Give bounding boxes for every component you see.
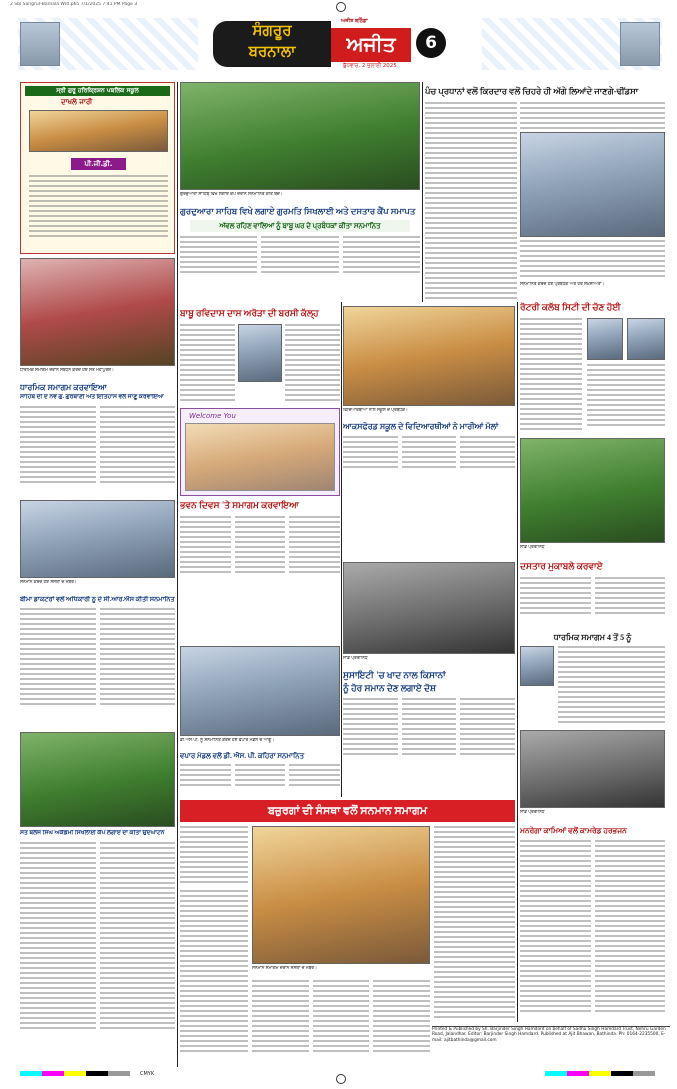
protest-article-body <box>520 840 665 1020</box>
insurance-article-body <box>20 608 175 728</box>
vyapar-mandal-photo <box>180 646 340 736</box>
page-number: 6 <box>416 28 446 58</box>
protest-headline: ਮਨਰੇਗਾ ਕਾਮਿਆਂ ਵਲੋਂ ਕਾਮਰੇਡ ਹਰਭਜਨ <box>520 826 627 835</box>
religious-photo-caption: ਧਾਰਮਿਕ ਸਮਾਗਮ ਦੌਰਾਨ ਸੰਬੋਧਨ ਕਰਦੇ ਹੋਏ ਸੰਤ ਮਹਾਂਪੁਰਸ਼। <box>20 368 114 373</box>
dharmik-article-body <box>558 646 665 726</box>
dastar-article-body <box>520 577 665 629</box>
vyapar-photo-caption: ਡੀ.ਐਸ.ਪੀ. ਨੂੰ ਸਨਮਾਨਿਤ ਕਰਦੇ ਹੋਏ ਵਪਾਰ ਮੰਡਲ ਦੇ ਆਗੂ। <box>180 738 275 743</box>
school-headline: ਆਕਸਫੋਰਡ ਸਕੂਲ ਦੇ ਵਿਦਿਆਰਥੀਆਂ ਨੇ ਮਾਰੀਆਂ ਮੱਲਾਂ <box>343 422 499 431</box>
society-headline-line1: ਸੁਸਾਇਟੀ 'ਚ ਖਾਦ ਨਾਲ ਕਿਸਾਨਾਂ <box>343 670 446 680</box>
rotary-member-photo-2 <box>627 318 665 360</box>
society-article-body <box>343 698 515 798</box>
elders-article-body-4 <box>252 980 430 1062</box>
masthead <box>18 18 662 70</box>
elders-photo-caption: ਸਨਮਾਨ ਸਮਾਗਮ ਦੌਰਾਨ ਸੰਸਥਾ ਦੇ ਮੈਂਬਰ। <box>252 966 317 971</box>
elders-article-body <box>180 826 248 886</box>
dhindsa-photo <box>520 132 665 237</box>
school-article-body <box>343 436 515 496</box>
camp-headline: ਗੁਰਦੁਆਰਾ ਸਾਹਿਬ ਵਿਖੇ ਲਗਾਏ ਗੁਰਮਤਿ ਸਿਖਲਾਈ ਅਤੇ ਦਸਤਾਰ ਕੈਂਪ ਸਮਾਪਤ <box>180 206 416 216</box>
gurdwara-photo-right <box>620 22 660 66</box>
cmyk-label: CMYK <box>140 1071 155 1077</box>
bhawan-headline: ਭਵਨ ਦਿਵਸ 'ਤੇ ਸਮਾਗਮ ਕਰਵਾਇਆ <box>180 500 299 510</box>
ad-title: ਸ੍ਰੀ ਗੁਰੂ ਹਰਿਕ੍ਰਿਸ਼ਨ ਪਬਲਿਕ ਸਕੂਲ <box>25 86 170 96</box>
religious-headline-2: ਸਾਹਿਬ ਦੀ ਦੇ ਨਵੇਂ ਗੁ. ਗੁਰਬਾਣੀ ਅਤੇ ਇਤਿਹਾਸ ਵਲੋਂ ਜਾਣੂ ਕਰਵਾਇਆ <box>20 394 164 400</box>
rotary-member-photo-1 <box>587 318 623 360</box>
dastar-headline: ਦਸਤਾਰ ਮੁਕਾਬਲੇ ਕਰਵਾਏ <box>520 561 603 571</box>
print-slug: 2 Sbl Sangrur-Barnala Wrd.p65 7/1/2025 7:41 PM Page 3 <box>10 2 138 7</box>
camp-article-body <box>180 236 420 300</box>
school-advertisement <box>20 82 175 254</box>
dhindsa-headline: ਪੰਚ ਪ੍ਰਧਾਨਾਂ ਵਲੋਂ ਕਿਰਦਾਰ ਵਲੋਂ ਚਿਹਰੇ ਹੀ ਅੱਗੇ ਲਿਆਂਦੇ ਜਾਣਗੇ-ਢੀਂਡਸਾ <box>425 86 639 96</box>
camp-group-photo <box>180 82 420 190</box>
bhawan-article-body <box>180 516 340 642</box>
elders-event-photo <box>252 826 430 964</box>
column-rule <box>341 302 342 797</box>
column-rule <box>517 302 518 1022</box>
registration-mark-icon <box>336 1074 346 1084</box>
masthead-title-bottom: ਬਰਨਾਲਾ <box>248 44 296 60</box>
vyapar-headline: ਵਪਾਰ ਮੰਡਲ ਵਲੋਂ ਡੀ. ਐਸ. ਪੀ. ਕਹਿਰਾ ਸਨਮਾਨਿਤ <box>180 752 305 760</box>
rotary-headline: ਰੋਟਰੀ ਕਲੱਬ ਸਿਟੀ ਦੀ ਚੋਣ ਹੋਈ <box>520 302 621 312</box>
gurdwara-photo-left <box>20 22 60 66</box>
dharmik-headline: ਧਾਰਮਿਕ ਸਮਾਗਮ 4 ਤੋਂ 5 ਨੂੰ <box>520 632 665 644</box>
insurance-photo-caption: ਸਨਮਾਨ ਕਰਦੇ ਹੋਏ ਸੰਸਥਾ ਦੇ ਮੈਂਬਰ। <box>20 580 77 585</box>
cmyk-color-bar <box>20 1071 130 1076</box>
rotary-article-body <box>520 318 582 433</box>
masthead-date: ਬੁੱਧਵਾਰ, 2 ਜੁਲਾਈ 2025 <box>343 63 397 69</box>
religious-headline: ਧਾਰਮਿਕ ਸਮਾਗਮ ਕਰਵਾਇਆ <box>20 383 107 392</box>
barsi-article-body <box>180 324 235 404</box>
rotary-article-body-2 <box>587 364 665 434</box>
ad-photo <box>29 110 168 152</box>
column-rule <box>422 82 423 302</box>
sports-article-body <box>20 842 175 1062</box>
ad-body-text <box>29 175 168 251</box>
sports-team-photo <box>20 732 175 827</box>
masthead-title-top: ਸੰਗਰੂਰ <box>252 23 292 39</box>
school-photo-caption: ਵਿਦਿਆਰਥੀਆਂ ਨਾਲ ਸਕੂਲ ਦੇ ਪ੍ਰਬੰਧਕ। <box>343 408 408 413</box>
speaker-portrait <box>520 646 554 686</box>
barsi-article-body-2 <box>285 324 340 404</box>
cmyk-color-bar <box>545 1071 655 1076</box>
society-photo-caption: ਸਾਡੇ ਪ੍ਰਤੀਨਿਧ <box>343 656 368 661</box>
dhindsa-article-body <box>425 102 517 302</box>
religious-event-photo <box>20 258 175 366</box>
welcome-advertisement <box>180 408 340 496</box>
portrait-photo <box>238 324 282 382</box>
masthead-brand: ਅਜੀਤ <box>331 28 411 62</box>
society-office-photo <box>343 562 515 654</box>
elders-banner-headline: ਬਜ਼ੁਰਗਾਂ ਦੀ ਸੰਸਥਾ ਵਲੋਂ ਸਨਮਾਨ ਸਮਾਗਮ <box>180 800 515 822</box>
masthead-region <box>213 21 331 67</box>
insurance-headline: ਬੀਮਾ ਡਾਕਟਰਾਂ ਵਲੋਂ ਅਧਿਕਾਰੀ ਨੂੰ ਦੋ ਸੀ.ਆਰ.ਐਸ ਕੀਤੀ ਸਨਮਾਨਿਤ <box>20 596 175 603</box>
ad-subtitle: ਦਾਖਲੇ ਜਾਰੀ <box>61 98 93 106</box>
religious-article-body <box>20 406 175 496</box>
masthead-title-block <box>213 18 503 70</box>
dhindsa-article-body-2 <box>520 102 665 132</box>
dastar-students-photo <box>520 438 665 543</box>
protest-photo <box>520 730 665 808</box>
dastar-photo-caption: ਸਾਡੇ ਪ੍ਰਤੀਨਿਧ <box>520 545 545 550</box>
elders-article-body-2 <box>180 890 248 1060</box>
registration-mark-icon <box>336 2 346 12</box>
society-headline-line2: ਨੂੰ ਹੋਰ ਸਮਾਨ ਦੇਣ ਲਗਾਏ ਦੋਸ਼ <box>343 683 436 693</box>
insurance-doctors-photo <box>20 500 175 578</box>
camp-photo-caption: ਗੁਰਦੁਆਰਾ ਸਾਹਿਬ ਵਿਖੇ ਲਗਾਏ ਕੈਂਪ ਦੌਰਾਨ ਸਨਮਾਨਿਤ ਕੀਤੇ ਬੱਚੇ। <box>180 192 283 197</box>
protest-photo-caption: ਸਾਡੇ ਪ੍ਰਤੀਨਿਧ <box>520 810 545 815</box>
dhindsa-article-body-3 <box>520 240 665 280</box>
column-rule <box>177 82 178 1067</box>
school-students-photo <box>343 306 515 406</box>
welcome-label: Welcome You <box>189 412 236 420</box>
ad-badge: ਪੀ.ਜੀ.ਡੀ. <box>71 158 126 170</box>
sports-headline: ਸੰਤ ਬਲਜ ਸਿੰਘ ਅਕੈਡਮੀ ਸਿਖਲਾਈ ਕੈਂਪ ਲਗਾਏ ਦਾ ਕੀਤਾ ਉਦਘਾਟਨ <box>20 830 165 836</box>
masthead-tag: ਅਜੀਤ ਬਠਿੰਡਾ <box>341 18 368 24</box>
barsi-headline: ਬਾਬੂ ਰਵਿਦਾਸ ਦਾਸ ਅਰੋੜਾ ਦੀ ਬਰਸੀ ਕੱਲ੍ਹ <box>180 308 319 318</box>
welcome-ad-image <box>185 423 335 491</box>
elders-article-body-3 <box>434 826 515 1022</box>
dhindsa-photo-caption: ਸਨਮਾਨਿਤ ਕਰਦੇ ਹੋਏ ਪ੍ਰਬੰਧਕ ਅਤੇ ਹੋਰ ਸ਼ਖ਼ਸੀਅਤਾਂ। <box>520 282 605 287</box>
camp-subheadline: ਅੱਵਲ ਰਹਿਣ ਵਾਲਿਆਂ ਨੂੰ ਬਾਬੂ ਘਰ ਦੇ ਪ੍ਰਬੰਧਕਾਂ ਕੀਤਾ ਸਨਮਾਨਿਤ <box>190 220 410 232</box>
publisher-imprint: Printed & Published by Sh. Barjinder Singh Hamdard on behalf of Sadhu Singh Hamdard Trust, Nehru Garden Road, Jalandhar. Editor: Barjinder Singh Hamdard. Published at Ajit Bhawan, Bathinda. Ph: 0164-2235500, E-mail: ajitbathinda@gmail.com <box>432 1026 670 1072</box>
